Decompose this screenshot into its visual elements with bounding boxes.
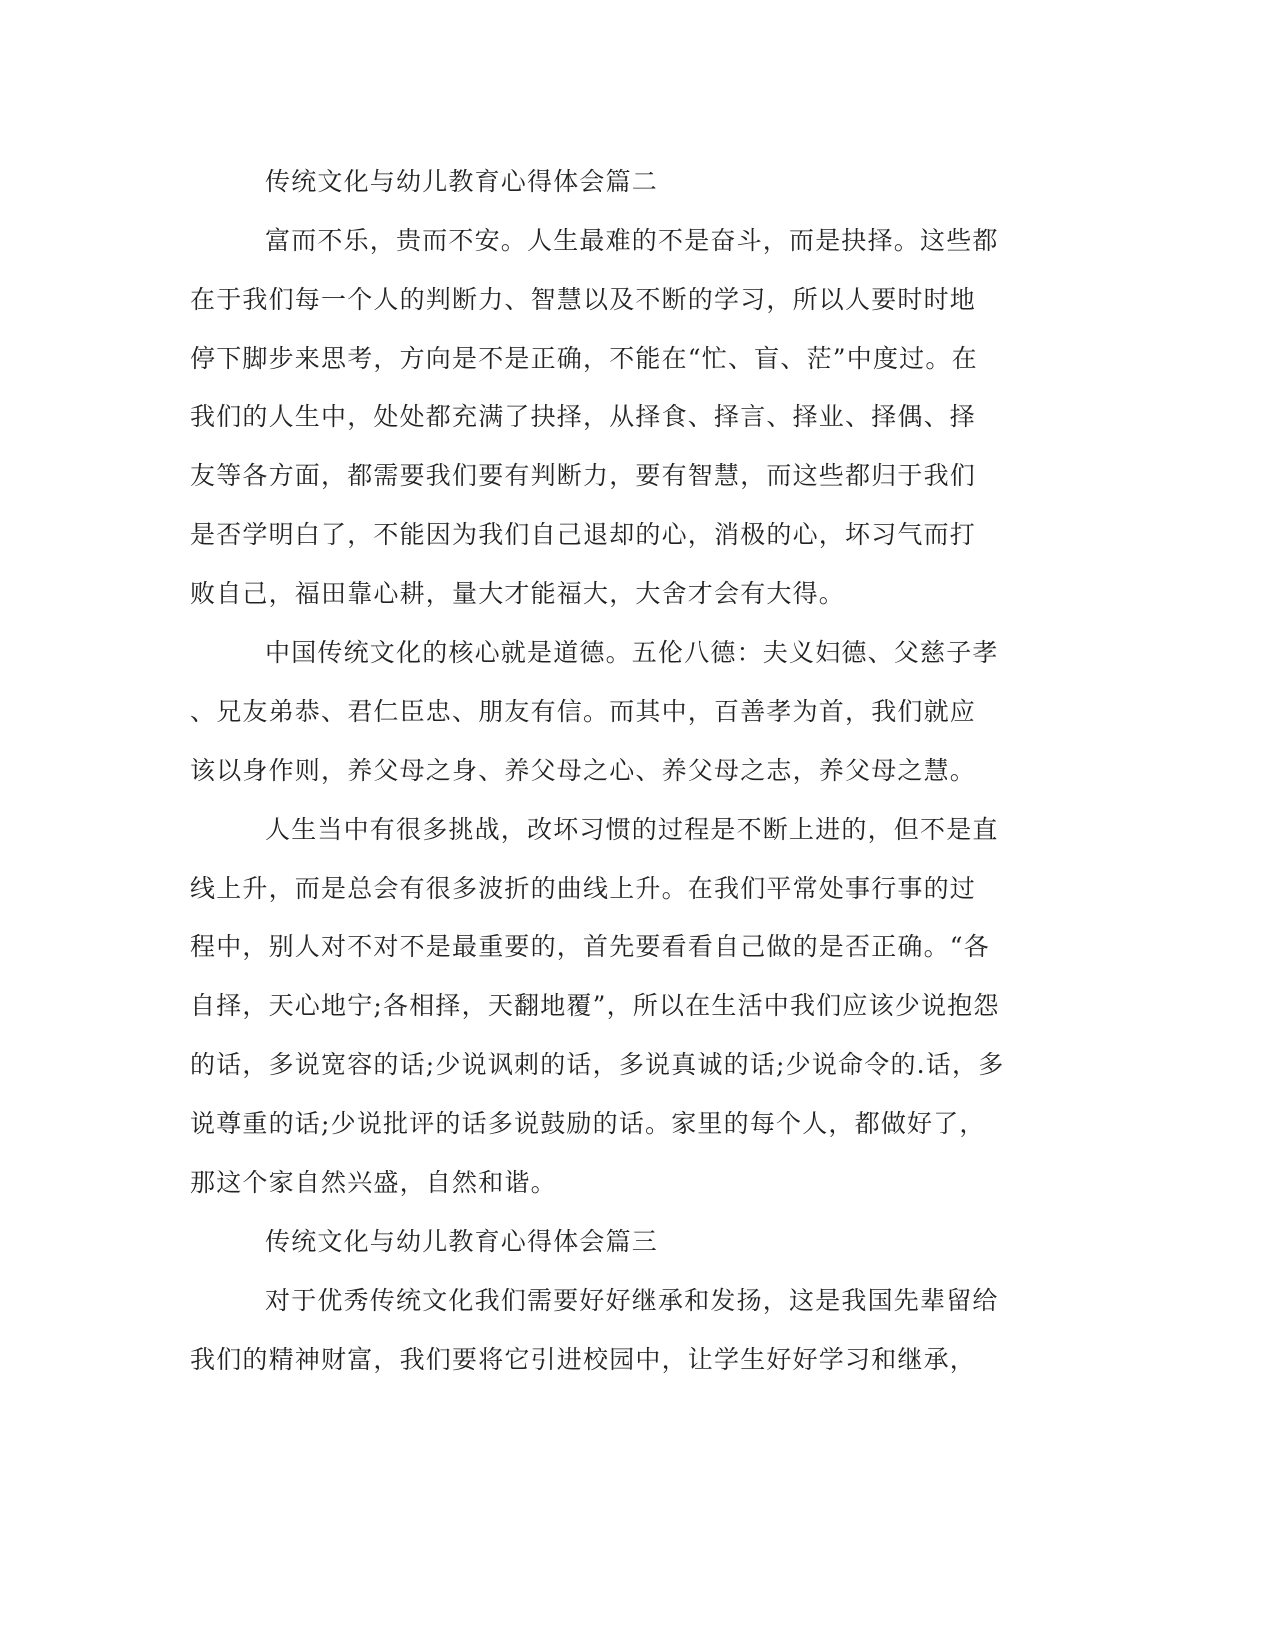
paragraph-line: 、兄友弟恭、君仁臣忠、朋友有信。而其中，百善孝为首，我们就应 (190, 697, 977, 726)
paragraph-line: 程中，别人对不对不是最重要的，首先要看看自己做的是否正确。“各 (190, 932, 990, 961)
paragraph-line: 我们的人生中，处处都充满了抉择，从择食、择言、择业、择偶、择 (190, 402, 977, 431)
paragraph-line: 自择，天心地宁;各相择，天翻地覆”，所以在生活中我们应该少说抱怨 (190, 991, 1000, 1020)
paragraph-line: 人生当中有很多挑战，改坏习惯的过程是不断上进的，但不是直 (265, 815, 999, 844)
paragraph-line: 那这个家自然兴盛，自然和谐。 (190, 1168, 557, 1197)
paragraph-line: 败自己，福田靠心耕，量大才能福大，大舍才会有大得。 (190, 579, 846, 608)
paragraph-line: 线上升，而是总会有很多波折的曲线上升。在我们平常处事行事的过 (190, 874, 977, 903)
paragraph-line: 我们的精神财富，我们要将它引进校园中，让学生好好学习和继承， (190, 1345, 977, 1374)
paragraph-line: 该以身作则，养父母之身、养父母之心、养父母之志，养父母之慧。 (190, 756, 977, 785)
paragraph-line: 说尊重的话;少说批评的话多说鼓励的话。家里的每个人，都做好了， (190, 1109, 986, 1138)
paragraph-line: 停下脚步来思考，方向是不是正确，不能在“忙、盲、茫”中度过。在 (190, 344, 978, 373)
section-heading: 传统文化与幼儿教育心得体会篇三 (265, 1227, 659, 1256)
paragraph-line: 的话，多说宽容的话;少说讽刺的话，多说真诚的话;少说命令的.话，多 (190, 1050, 1005, 1079)
paragraph-line: 在于我们每一个人的判断力、智慧以及不断的学习，所以人要时时地 (190, 285, 977, 314)
paragraph-line: 是否学明白了，不能因为我们自己退却的心，消极的心，坏习气而打 (190, 520, 977, 549)
paragraph-line: 对于优秀传统文化我们需要好好继承和发扬，这是我国先辈留给 (265, 1286, 999, 1315)
paragraph-line: 富而不乐，贵而不安。人生最难的不是奋斗，而是抉择。这些都 (265, 226, 999, 255)
paragraph-line: 中国传统文化的核心就是道德。五伦八德：夫义妇德、父慈子孝 (265, 638, 999, 667)
section-heading: 传统文化与幼儿教育心得体会篇二 (265, 167, 659, 196)
paragraph-line: 友等各方面，都需要我们要有判断力，要有智慧，而这些都归于我们 (190, 461, 977, 490)
